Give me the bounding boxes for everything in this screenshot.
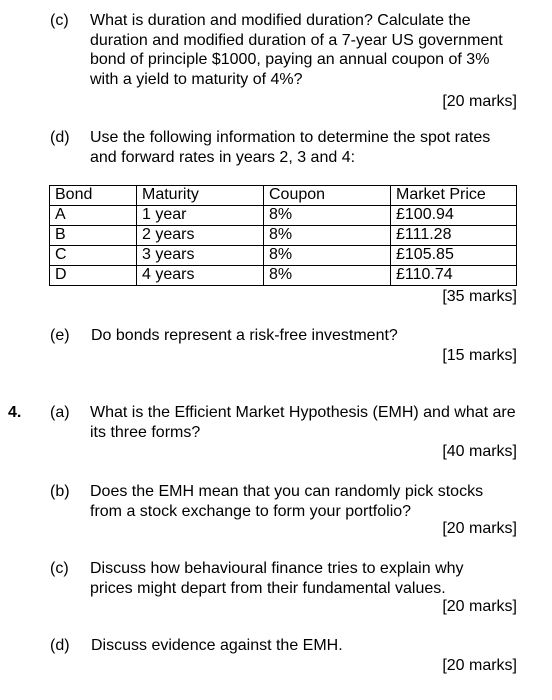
q4b-marks: [20 marks] xyxy=(442,520,517,537)
q4d-label: (d) xyxy=(50,637,70,654)
maturity-cell: 4 years xyxy=(137,266,264,286)
table-row xyxy=(50,206,517,226)
q3c-marks: [20 marks] xyxy=(442,93,517,110)
market-price-cell: £105.85 xyxy=(391,246,517,266)
q3d-label: (d) xyxy=(50,129,70,146)
coupon-header-cell: Coupon xyxy=(264,186,391,206)
table-row xyxy=(50,226,517,246)
maturity-cell: 1 year xyxy=(137,206,264,226)
q3e-marks: [15 marks] xyxy=(442,347,517,364)
q4a-text: What is the Efficient Market Hypothesis (EMH) and what are its three forms? xyxy=(90,404,516,441)
q4c-label: (c) xyxy=(50,560,69,577)
q4a-marks: [40 marks] xyxy=(442,443,517,460)
coupon-cell: 8% xyxy=(264,206,391,226)
bond-table xyxy=(49,185,517,286)
q4b-label: (b) xyxy=(50,483,70,500)
maturity-cell: 3 years xyxy=(137,246,264,266)
question-number: 4. xyxy=(8,404,22,421)
q4c-marks: [20 marks] xyxy=(442,598,517,615)
market-price-cell: £110.74 xyxy=(391,266,517,286)
q4a-label: (a) xyxy=(50,404,70,421)
coupon-cell: 8% xyxy=(264,246,391,266)
q4d-marks: [20 marks] xyxy=(442,657,517,674)
coupon-cell: 8% xyxy=(264,226,391,246)
bond-table-header-row xyxy=(50,186,517,206)
market-price-cell: £111.28 xyxy=(391,226,517,246)
market-price-header-cell: Market Price xyxy=(391,186,517,206)
q3e-label: (e) xyxy=(50,327,70,344)
q3c-label: (c) xyxy=(50,12,69,29)
q3e-text: Do bonds represent a risk-free investment? xyxy=(91,327,398,344)
bond-cell: C xyxy=(50,246,137,266)
maturity-cell: 2 years xyxy=(137,226,264,246)
q4c-text: Discuss how behavioural finance tries to explain why prices might depart from their fundamental values. xyxy=(90,560,464,597)
bond-cell: A xyxy=(50,206,137,226)
q3d-marks: [35 marks] xyxy=(442,288,517,305)
q3c-text: What is duration and modified duration? Calculate the duration and modified duration of a 7-year US government bond of principle $1000, paying an annual coupon of 3% with a yield to maturity of 4%? xyxy=(90,12,503,88)
q3d-text: Use the following information to determine the spot rates and forward rates in years 2, 3 and 4: xyxy=(90,129,491,166)
table-row xyxy=(50,246,517,266)
maturity-header-cell: Maturity xyxy=(137,186,264,206)
bond-cell: D xyxy=(50,266,137,286)
bond-header-cell: Bond xyxy=(50,186,137,206)
bond-cell: B xyxy=(50,226,137,246)
table-row xyxy=(50,266,517,286)
coupon-cell: 8% xyxy=(264,266,391,286)
market-price-cell: £100.94 xyxy=(391,206,517,226)
q4d-text: Discuss evidence against the EMH. xyxy=(91,637,343,654)
q4b-text: Does the EMH mean that you can randomly pick stocks from a stock exchange to form your portfolio? xyxy=(90,483,484,520)
